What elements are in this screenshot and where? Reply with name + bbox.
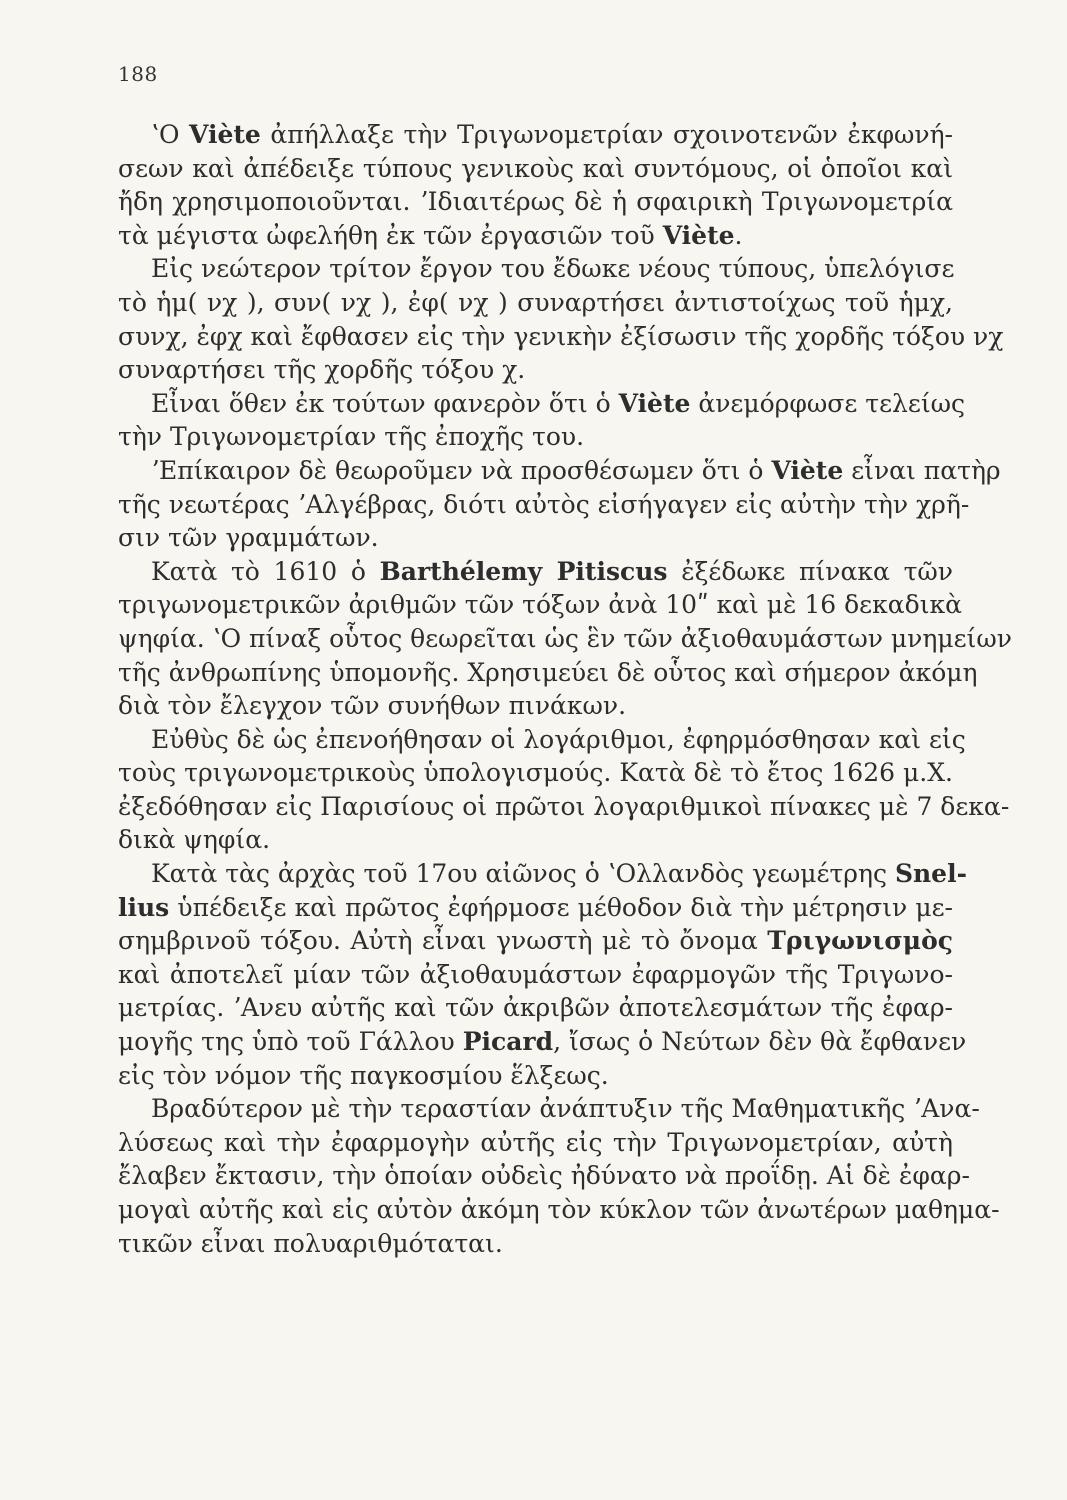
text-line: τὸ ἡμ( νχ ), συν( νχ ), ἐφ( νχ ) συναρτήσει ἀντιστοίχως τοῦ ἡμχ, <box>118 287 953 317</box>
text-line: ʼΕπίκαιρον δὲ θεωροῦμεν νὰ προσθέσωμεν ὅτι ὁ Viète εἶναι πατὴρ <box>151 455 1001 485</box>
text-line: Βραδύτερον μὲ τὴν τεραστίαν ἀνάπτυξιν τῆς Μαθηματικῆς ʼΑνα- <box>151 1094 980 1124</box>
text-line: σημβρινοῦ τόξου. Αὐτὴ εἶναι γνωστὴ μὲ τὸ ὄνομα Τριγωνισμὸς <box>118 926 953 956</box>
text-line: ʽΟ Viète ἀπήλλαξε τὴν Τριγωνομετρίαν σχοινοτενῶν ἐκφωνή- <box>151 120 953 149</box>
body-text <box>118 118 1012 1260</box>
text-line: τῆς ἀνθρωπίνης ὑπομονῆς. Χρησιμεύει δὲ οὗτος καὶ σήμερον ἀκόμη <box>118 657 978 687</box>
text-line: Κατὰ τὰς ἀρχὰς τοῦ 17ου αἰῶνος ὁ ʽΟλλανδὸς γεωμέτρης Snel- <box>151 859 967 889</box>
text-line: σεων καὶ ἀπέδειξε τύπους γενικοὺς καὶ συντόμους, οἱ ὁποῖοι καὶ <box>118 153 953 183</box>
text-line: δικὰ ψηφία. <box>118 825 271 855</box>
text-line: μογῆς της ὑπὸ τοῦ Γάλλου Picard, ἴσως ὁ Νεύτων δὲν θὰ ἔφθανεν <box>118 1027 967 1057</box>
text-line: διὰ τὸν ἔλεγχον τῶν συνήθων πινάκων. <box>118 691 627 721</box>
text-line: ἔλαβεν ἔκτασιν, τὴν ὁποίαν οὐδεὶς ἠδύνατο νὰ προΐδῃ. Αἱ δὲ ἐφαρ- <box>118 1161 970 1191</box>
text-line: μογαὶ αὐτῆς καὶ εἰς αὐτὸν ἀκόμη τὸν κύκλον τῶν ἀνωτέρων μαθημα- <box>118 1195 1000 1224</box>
text-line: καὶ ἀποτελεῖ μίαν τῶν ἀξιοθαυμάστων ἐφαρμογῶν τῆς Τριγωνο- <box>118 959 953 989</box>
text-line: Εἰς νεώτερον τρίτον ἔργον του ἔδωκε νέους τύπους, ὑπελόγισε <box>151 254 955 284</box>
text-line: σιν τῶν γραμμάτων. <box>118 523 379 553</box>
text-line: τῆς νεωτέρας ʼΑλγέβρας, διότι αὐτὸς εἰσήγαγεν εἰς αὐτὴν τὴν χρῆ- <box>118 489 970 519</box>
text-line: συναρτήσει τῆς χορδῆς τόξου χ. <box>118 355 526 385</box>
text-line: λύσεως καὶ τὴν ἐφαρμογὴν αὐτῆς εἰς τὴν Τριγωνομετρίαν, αὐτὴ <box>118 1127 953 1157</box>
page-number: 188 <box>118 62 158 86</box>
text-line: τριγωνομετρικῶν ἀριθμῶν τῶν τόξων ἀνὰ 10ʺ καὶ μὲ 16 δεκαδικὰ <box>118 590 963 620</box>
text-line: ἤδη χρησιμοποιοῦνται. ʼΙδιαιτέρως δὲ ἡ σφαιρικὴ Τριγωνομετρία <box>118 187 953 217</box>
text-line: τικῶν εἶναι πολυαριθμόταται. <box>118 1228 503 1258</box>
text-line: lius ὑπέδειξε καὶ πρῶτος ἐφήρμοσε μέθοδον διὰ τὴν μέτρησιν με- <box>118 892 953 922</box>
text-line: τὴν Τριγωνομετρίαν τῆς ἐποχῆς του. <box>118 422 585 452</box>
text-line: εἰς τὸν νόμον τῆς παγκοσμίου ἕλξεως. <box>118 1060 609 1090</box>
text-line: τοὺς τριγωνομετρικοὺς ὑπολογισμούς. Κατὰ δὲ τὸ ἔτος 1626 μ.Χ. <box>118 758 953 788</box>
text-line: ἐξεδόθησαν εἰς Παρισίους οἱ πρῶτοι λογαριθμικοὶ πίνακες μὲ 7 δεκα- <box>118 791 1010 821</box>
text-line: μετρίας. ʼΑνευ αὐτῆς καὶ τῶν ἀκριβῶν ἀποτελεσμάτων τῆς ἐφαρ- <box>118 993 953 1023</box>
text-line: τὰ μέγιστα ὠφελήθη ἐκ τῶν ἐργασιῶν τοῦ Viète. <box>118 220 743 250</box>
text-line: Κατὰ τὸ 1610 ὁ Barthélemy Pitiscus ἐξέδωκε πίνακα τῶν <box>151 556 953 586</box>
text-line: ψηφία. ʽΟ πίναξ οὗτος θεωρεῖται ὡς ἓν τῶν ἀξιοθαυμάστων μνημείων <box>118 623 1012 653</box>
text-line: συνχ, ἐφχ καὶ ἔφθασεν εἰς τὴν γενικὴν ἐξίσωσιν τῆς χορδῆς τόξου νχ <box>118 321 1004 351</box>
text-line: Εἶναι ὅθεν ἐκ τούτων φανερὸν ὅτι ὁ Viète ἀνεμόρφωσε τελείως <box>151 388 966 418</box>
text-line: Εὐθὺς δὲ ὡς ἐπενοήθησαν οἱ λογάριθμοι, ἐφηρμόσθησαν καὶ εἰς <box>151 724 966 754</box>
